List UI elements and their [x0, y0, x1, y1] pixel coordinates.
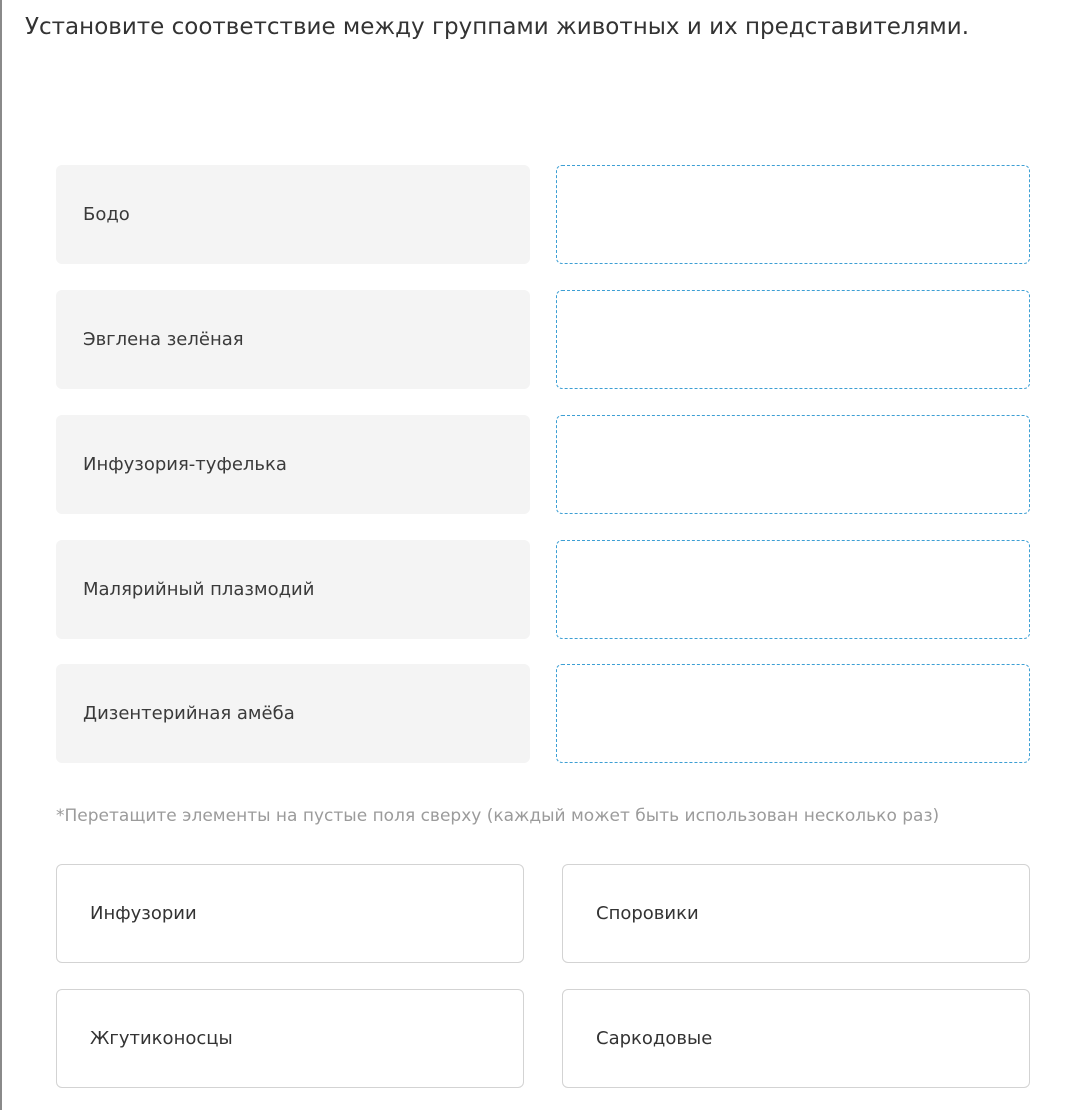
term-card: Эвглена зелёная: [56, 290, 530, 389]
draggable-option[interactable]: Саркодовые: [562, 989, 1030, 1088]
match-row: [56, 415, 1031, 514]
drop-zone[interactable]: [556, 540, 1030, 639]
term-card: Инфузория-туфелька: [56, 415, 530, 514]
match-row: [56, 540, 1031, 639]
drag-hint: *Перетащите элементы на пустые поля сверху (каждый может быть использован несколько раз): [56, 806, 940, 826]
term-card: Бодо: [56, 165, 530, 264]
draggable-option[interactable]: Жгутиконосцы: [56, 989, 524, 1088]
draggable-option[interactable]: Инфузории: [56, 864, 524, 963]
drop-zone[interactable]: [556, 165, 1030, 264]
match-row: [56, 290, 1031, 389]
left-frame-border: [0, 0, 2, 1110]
drop-zone[interactable]: [556, 290, 1030, 389]
term-card: Малярийный плазмодий: [56, 540, 530, 639]
term-card: Дизентерийная амёба: [56, 664, 530, 763]
drop-zone[interactable]: [556, 415, 1030, 514]
draggable-option[interactable]: Споровики: [562, 864, 1030, 963]
match-row: [56, 165, 1031, 264]
match-row: [56, 664, 1031, 763]
drop-zone[interactable]: [556, 664, 1030, 763]
question-text: Установите соответствие между группами животных и их представителями.: [25, 14, 970, 40]
